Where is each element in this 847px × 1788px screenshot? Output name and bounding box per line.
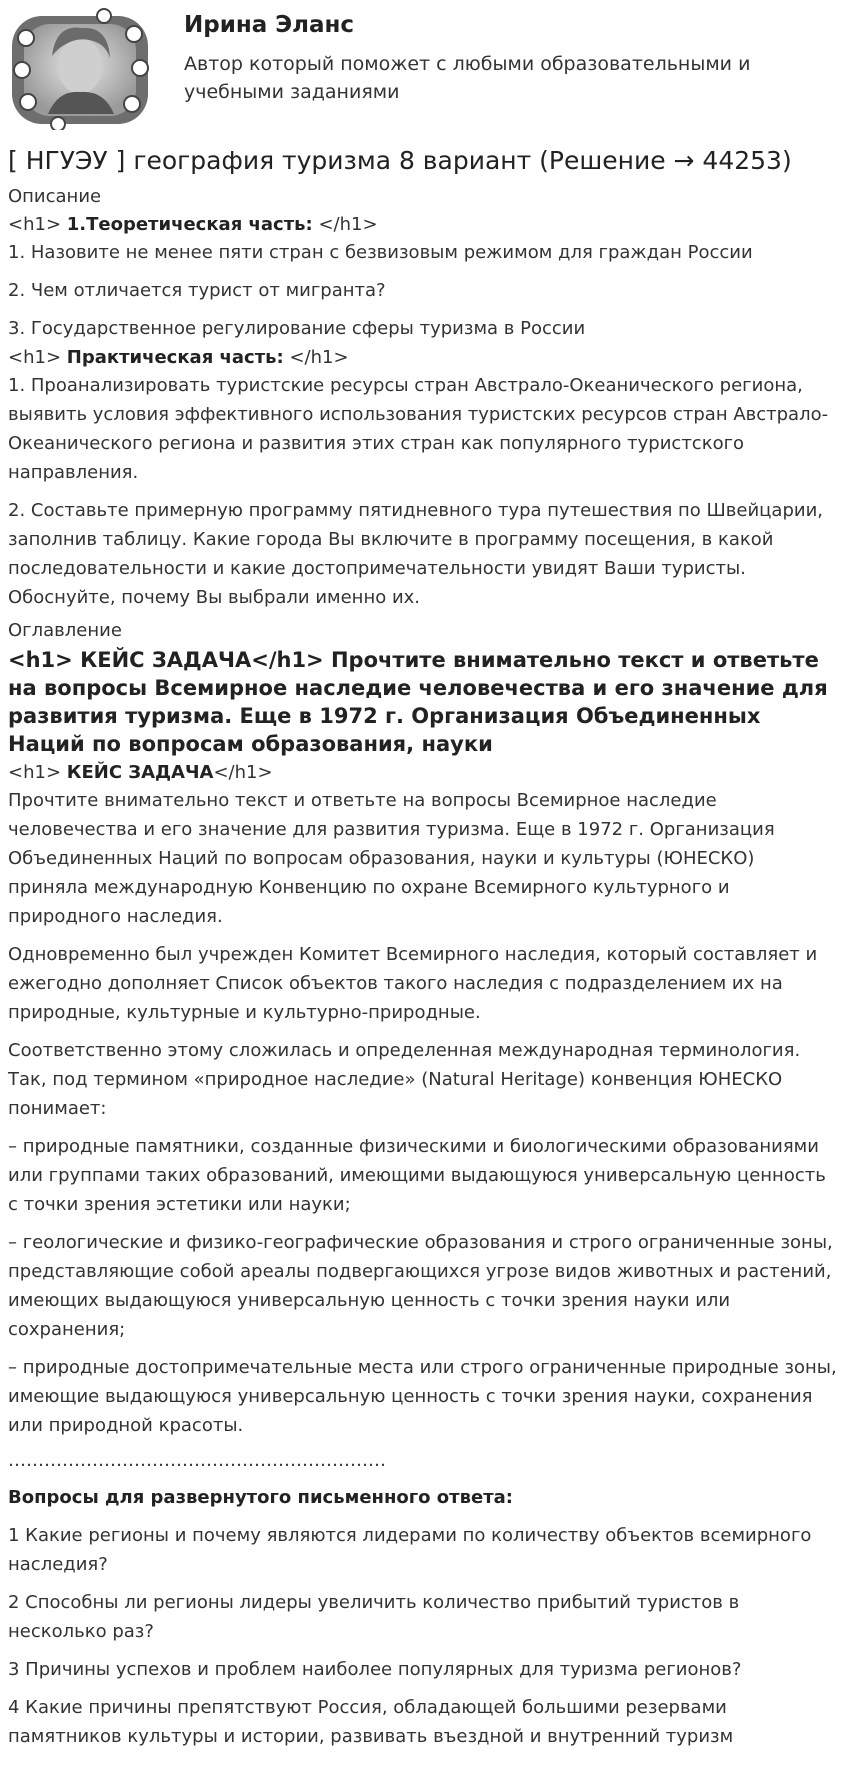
author-info (184, 0, 784, 106)
practice-heading (8, 345, 839, 371)
practice-heading-close: </h1> (283, 347, 349, 368)
question-1: 1 Какие регионы и почему являются лидерами по количеству объектов всемирного наследия? (8, 1525, 812, 1575)
theory-heading (8, 212, 839, 238)
case-heading-close: </h1> (213, 762, 273, 783)
toc-heading[interactable]: <h1> КЕЙС ЗАДАЧА</h1> Прочтите внимательно текст и ответьте на вопросы Всемирное наследие человечества и его значение для развития туризма. Еще в 1972 г. Организация Объединенных Наций по вопросам образования, науки (8, 648, 828, 756)
author-description: Автор который поможет с любыми образовательными и учебными заданиями (184, 53, 751, 103)
questions-heading: Вопросы для развернутого письменного ответа: (8, 1487, 513, 1508)
practice-heading-text: Практическая часть: (66, 347, 284, 368)
case-heading-text: КЕЙС ЗАДАЧА (66, 762, 214, 783)
case-paragraph-1: Прочтите внимательно текст и ответьте на вопросы Всемирное наследие человечества и его значение для развития туризма. Еще в 1972 г. Организация Объединенных Наций по вопросам образования, науки и культуры (ЮНЕСКО) приняла международную Конвенцию по охране Всемирного культурного и природного наследия. (8, 790, 775, 927)
question-2: 2 Способны ли регионы лидеры увеличить количество прибытий туристов в несколько раз? (8, 1592, 740, 1642)
case-heading-open: <h1> (8, 762, 67, 783)
theory-heading-text: 1.Теоретическая часть: (66, 214, 313, 235)
practice-item-2: 2. Составьте примерную программу пятидневного тура путешествия по Швейцарии, заполнив таблицу. Какие города Вы включите в программу посещения, в какой последовательности и какие достопримечательности увидят Ваши туристы. Обоснуйте, почему Вы выбрали именно их. (8, 500, 823, 608)
case-paragraph-6: – природные достопримечательные места или строго ограниченные природные зоны, имеющие выдающуюся универсальную ценность с точки зрения науки, сохранения или природной красоты. (8, 1357, 837, 1436)
page-title: [ НГУЭУ ] география туризма 8 вариант (Решение → 44253) (8, 146, 792, 175)
case-paragraph-3: Соответственно этому сложилась и определенная международная терминология. Так, под термином «природное наследие» (Natural Heritage) конвенция ЮНЕСКО понимает: (8, 1040, 801, 1119)
toc-label: Оглавление (8, 620, 122, 641)
case-paragraph-2: Одновременно был учрежден Комитет Всемирного наследия, который составляет и ежегодно дополняет Список объектов такого наследия с подразделением их на природные, культурные и культурно-природные. (8, 944, 818, 1023)
theory-item-1: 1. Назовите не менее пяти стран с безвизовым режимом для граждан России (8, 242, 753, 263)
avatar-image (8, 6, 154, 130)
theory-item-2: 2. Чем отличается турист от мигранта? (8, 280, 386, 301)
author-card (8, 0, 839, 132)
author-name[interactable]: Ирина Эланс (184, 12, 355, 38)
ellipsis-separator: ……………………………………………………… (8, 1450, 386, 1471)
avatar[interactable] (8, 6, 154, 130)
theory-heading-open: <h1> (8, 214, 67, 235)
question-4: 4 Какие причины препятствуют Россия, обладающей большими резервами памятников культуры и истории, развивать въездной и внутренний туризм (8, 1697, 734, 1747)
practice-item-1: 1. Проанализировать туристские ресурсы стран Австрало-Океанического региона, выявить условия эффективного использования туристских ресурсов стран Австрало-Океанического региона и развития этих стран как популярного туристского направления. (8, 375, 829, 483)
question-3: 3 Причины успехов и проблем наиболее популярных для туризма регионов? (8, 1659, 742, 1680)
case-paragraph-4: – природные памятники, созданные физическими и биологическими образованиями или группами таких образований, имеющими выдающуюся универсальную ценность с точки зрения эстетики или науки; (8, 1136, 826, 1215)
theory-item-3: 3. Государственное регулирование сферы туризма в России (8, 318, 586, 339)
theory-heading-close: </h1> (312, 214, 378, 235)
case-paragraph-5: – геологические и физико-географические образования и строго ограниченные зоны, представляющие собой ареалы подвергающихся угрозе видов животных и растений, имеющих выдающуюся универсальную ценность с точки зрения науки или сохранения; (8, 1232, 833, 1340)
practice-heading-open: <h1> (8, 347, 67, 368)
description-label: Описание (8, 186, 102, 207)
case-heading (8, 760, 839, 786)
